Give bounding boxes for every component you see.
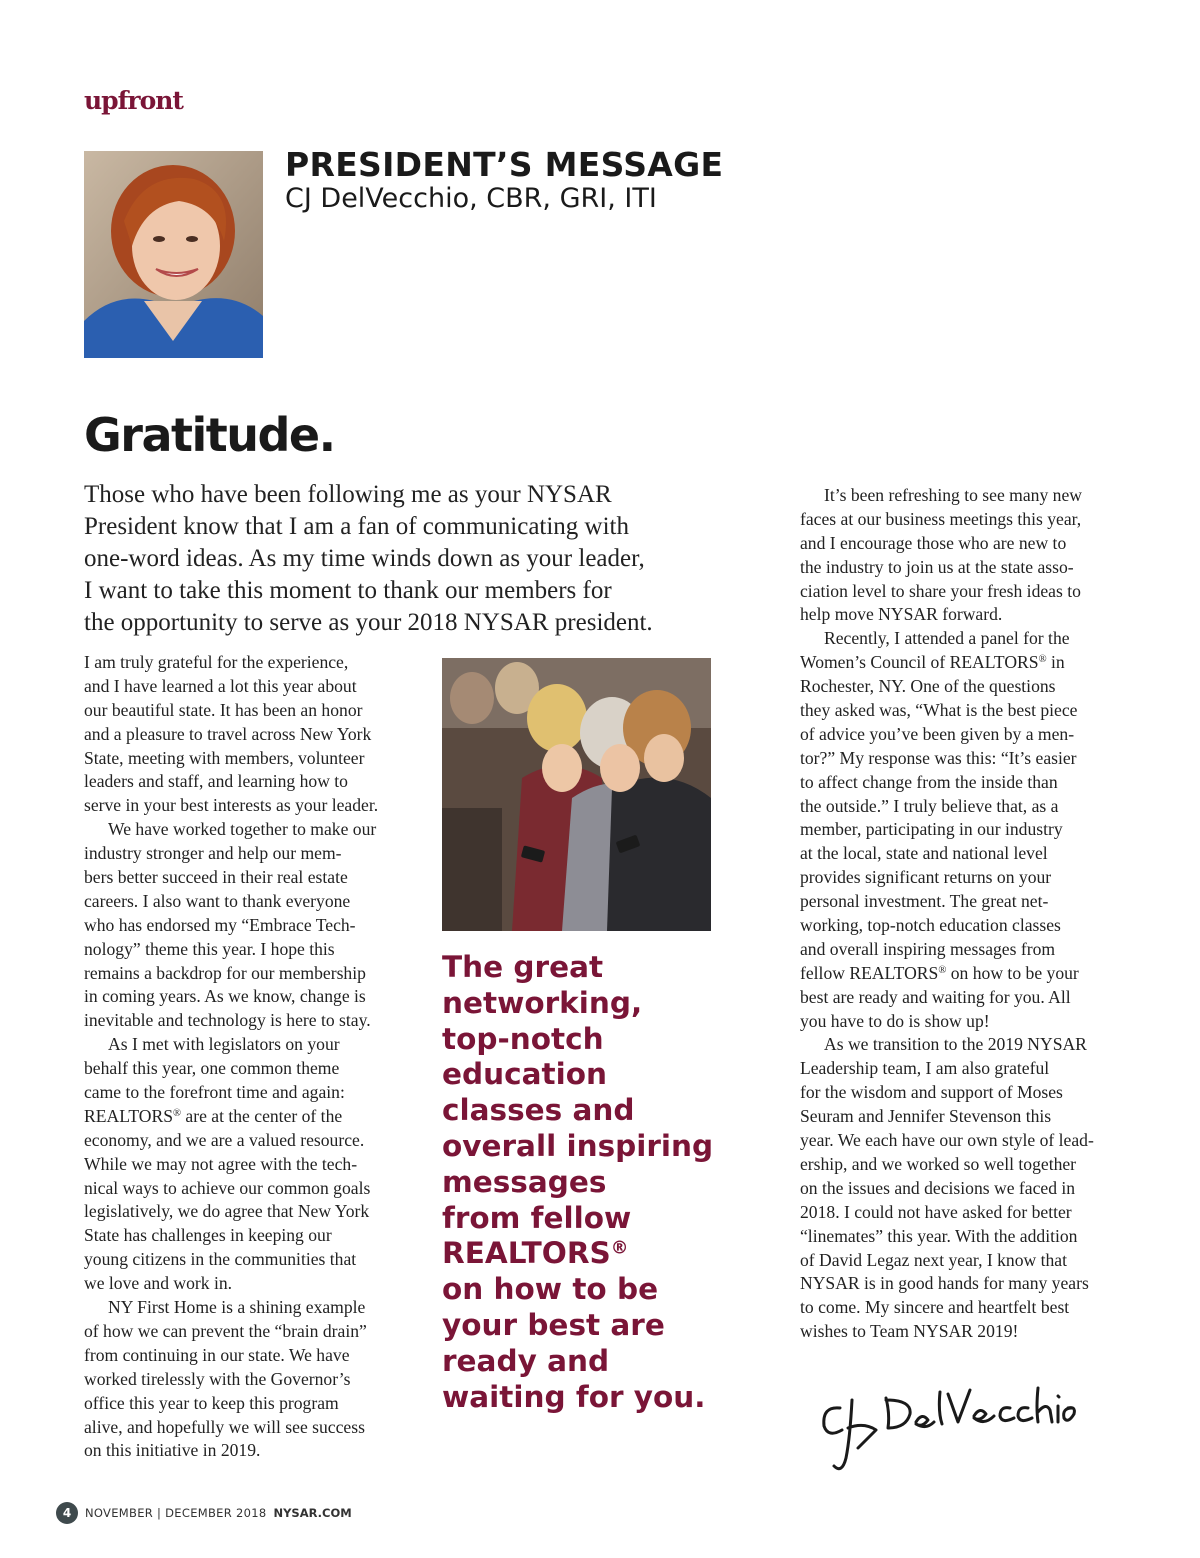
body-line: at the local, state and national level: [800, 843, 1048, 864]
page-footer: [56, 1501, 352, 1525]
body-line: economy, and we are a valued resource.: [84, 1129, 365, 1150]
body-line: bers better succeed in their real estate: [84, 867, 348, 888]
site-link[interactable]: NYSAR.COM: [273, 1506, 352, 1520]
body-line: careers. I also want to thank everyone: [84, 890, 351, 911]
body-line: to come. My sincere and heartfelt best: [800, 1297, 1070, 1318]
registered-mark: ®: [1038, 654, 1047, 666]
body-line: It’s been refreshing to see many new: [824, 485, 1082, 505]
body-line: NYSAR is in good hands for many years: [800, 1273, 1089, 1294]
body-line: year. We each have our own style of lead-: [800, 1130, 1094, 1151]
author-portrait: [84, 151, 263, 358]
body-line: tor?” My response was this: “It’s easier: [800, 747, 1077, 768]
body-line: We have worked together to make our: [108, 819, 377, 840]
pull-quote-line: waiting for you.: [442, 1379, 706, 1414]
body-line: young citizens in the communities that: [84, 1249, 357, 1270]
body-line: our beautiful state. It has been an honor: [84, 699, 363, 720]
left-column: [84, 651, 424, 1463]
body-line: inevitable and technology is here to stay.: [84, 1010, 371, 1031]
body-line: State, meeting with members, volunteer: [84, 747, 365, 768]
right-column: [800, 484, 1130, 1344]
body-line: personal investment. The great net-: [800, 891, 1049, 912]
section-tag: upfront: [84, 86, 183, 115]
body-line: fellow REALTORS® on how to be your: [800, 962, 1079, 983]
pull-quote-line: networking,: [442, 985, 643, 1020]
body-line: Seuram and Jennifer Stevenson this: [800, 1106, 1052, 1127]
body-line: best are ready and waiting for you. All: [800, 986, 1071, 1007]
intro-line: one-word ideas. As my time winds down as your leader,: [84, 545, 645, 572]
body-line: the outside.” I truly believe that, as a: [800, 795, 1059, 816]
body-line: came to the forefront time and again:: [84, 1082, 345, 1103]
pull-quote-line: top-notch: [442, 1021, 604, 1056]
pull-quote-line: education: [442, 1057, 608, 1092]
intro-paragraph: [84, 479, 724, 639]
body-line: Leadership team, I am also grateful: [800, 1058, 1050, 1079]
body-line: Rochester, NY. One of the questions: [800, 676, 1056, 697]
pull-quote-line: classes and: [442, 1093, 635, 1128]
registered-mark: ®: [938, 965, 947, 977]
body-line: ciation level to share your fresh ideas to: [800, 580, 1081, 601]
body-line: and overall inspiring messages from: [800, 938, 1056, 959]
body-line: to affect change from the inside than: [800, 771, 1058, 792]
body-line: remains a backdrop for our membership: [84, 962, 366, 983]
event-photo-illustration: [442, 658, 711, 931]
body-line: nology” theme this year. I hope this: [84, 938, 335, 959]
body-line: on the issues and decisions we faced in: [800, 1177, 1076, 1198]
body-line: ership, and we worked so well together: [800, 1153, 1077, 1174]
event-photo: [442, 658, 711, 931]
pull-quote-line: REALTORS®: [442, 1236, 629, 1271]
body-line: and a pleasure to travel across New York: [84, 723, 372, 744]
body-line: Recently, I attended a panel for the: [824, 628, 1070, 649]
intro-line: the opportunity to serve as your 2018 NYSAR president.: [84, 609, 653, 636]
author-name: CJ DelVecchio, CBR, GRI, ITI: [285, 183, 657, 214]
body-line: wishes to Team NYSAR 2019!: [800, 1321, 1019, 1342]
body-line: for the wisdom and support of Moses: [800, 1082, 1063, 1103]
body-line: working, top-notch education classes: [800, 915, 1061, 936]
pull-quote-line: overall inspiring: [442, 1128, 714, 1163]
pull-quote-line: messages: [442, 1164, 607, 1199]
issue-date: NOVEMBER | DECEMBER 2018: [85, 1506, 267, 1520]
pull-quote-line: ready and: [442, 1343, 610, 1378]
body-line: While we may not agree with the tech-: [84, 1153, 358, 1174]
body-line: who has endorsed my “Embrace Tech-: [84, 914, 356, 935]
pull-quote-line: The great: [442, 950, 604, 984]
body-line: faces at our business meetings this year,: [800, 508, 1082, 529]
body-line: of how we can prevent the “brain drain”: [84, 1320, 367, 1341]
body-line: and I have learned a lot this year about: [84, 675, 357, 696]
body-line: from continuing in our state. We have: [84, 1344, 350, 1365]
body-line: in coming years. As we know, change is: [84, 986, 366, 1007]
portrait-illustration: [84, 151, 263, 358]
body-line: As I met with legislators on your: [108, 1034, 340, 1055]
signature: [818, 1378, 1078, 1478]
intro-line: President know that I am a fan of communicating with: [84, 513, 630, 540]
signature-illustration: [818, 1378, 1078, 1478]
body-line: I am truly grateful for the experience,: [84, 652, 349, 672]
body-line: serve in your best interests as your leader.: [84, 795, 379, 816]
intro-line: Those who have been following me as your NYSAR: [84, 481, 612, 508]
pull-quote-line: from fellow: [442, 1200, 632, 1235]
body-line: of David Legaz next year, I know that: [800, 1249, 1068, 1270]
article-headline: Gratitude.: [84, 408, 335, 462]
body-line: office this year to keep this program: [84, 1392, 339, 1413]
body-line: REALTORS® are at the center of the: [84, 1105, 343, 1126]
body-line: of advice you’ve been given by a men-: [800, 723, 1075, 744]
body-line: we love and work in.: [84, 1273, 233, 1294]
body-line: member, participating in our industry: [800, 819, 1063, 840]
body-line: you have to do is show up!: [800, 1010, 990, 1031]
registered-mark: ®: [172, 1108, 181, 1120]
page-title: PRESIDENT’S MESSAGE: [285, 145, 724, 184]
intro-line: I want to take this moment to thank our members for: [84, 577, 612, 604]
pull-quote-line: on how to be: [442, 1272, 659, 1307]
body-line: State has challenges in keeping our: [84, 1225, 332, 1246]
body-line: help move NYSAR forward.: [800, 604, 1003, 625]
body-line: alive, and hopefully we will see success: [84, 1416, 365, 1437]
body-line: As we transition to the 2019 NYSAR: [824, 1034, 1087, 1055]
body-line: Women’s Council of REALTORS® in: [800, 652, 1065, 673]
body-line: NY First Home is a shining example: [108, 1297, 366, 1318]
body-line: on this initiative in 2019.: [84, 1440, 261, 1461]
registered-mark: ®: [610, 1238, 629, 1259]
body-line: “linemates” this year. With the addition: [800, 1225, 1078, 1246]
body-line: and I encourage those who are new to: [800, 532, 1067, 553]
page-number: 4: [56, 1502, 78, 1524]
body-line: provides significant returns on your: [800, 867, 1052, 888]
body-line: legislatively, we do agree that New York: [84, 1201, 370, 1222]
pull-quote: [442, 950, 722, 1415]
body-line: 2018. I could not have asked for better: [800, 1201, 1072, 1222]
body-line: industry stronger and help our mem-: [84, 843, 342, 864]
body-line: worked tirelessly with the Governor’s: [84, 1368, 351, 1389]
body-line: they asked was, “What is the best piece: [800, 700, 1078, 721]
body-line: behalf this year, one common theme: [84, 1058, 340, 1079]
body-line: nical ways to achieve our common goals: [84, 1177, 371, 1198]
body-line: leaders and staff, and learning how to: [84, 771, 348, 792]
body-line: the industry to join us at the state asso-: [800, 556, 1074, 577]
pull-quote-line: your best are: [442, 1307, 665, 1342]
